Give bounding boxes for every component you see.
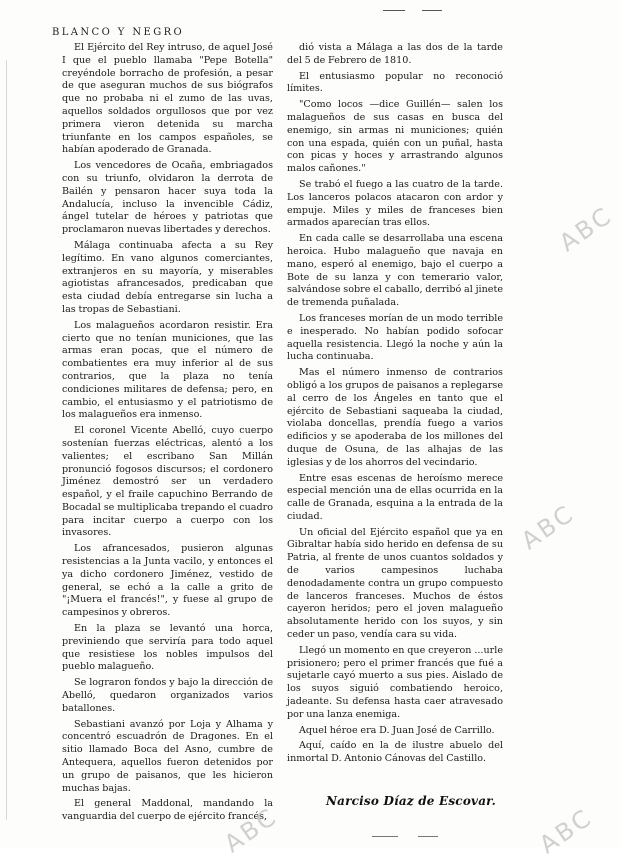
paragraph: Sebastiani avanzó por Loja y Alhama y concentró escuadrón de Dragones. En el sitio llamado Boca del Asno, cumbre de Antequera, aquellos fueron detenidos por un grupo de paisanos, que les hicieron muchas bajas. <box>62 718 273 794</box>
article-right-column <box>287 42 503 769</box>
paragraph: Llegó un momento en que creyeron ...urle prisionero; pero el primer francés que fué a sujetarle cayó muerto a sus pies. Aislado de los suyos siguió combatiendo heroico, jadeante. Su defensa hasta caer atravesado por una lanza enemiga. <box>287 644 503 720</box>
abc-watermark: ABC <box>534 802 598 859</box>
paragraph: Se trabó el fuego a las cuatro de la tarde. Los lanceros polacos atacaron con ardor y empuje. Miles y miles de franceses bien armados aparecían tras ellos. <box>287 178 503 229</box>
paragraph: El Ejército del Rey intruso, de aquel José I que el pueblo llamaba "Pepe Botella" creyéndole borracho de profesión, a pesar de que aseguran muchos de sus biógrafos que no probaba ni el zumo de las uvas, aquellos soldados orgullosos que por vez primera vieron detenida su marcha triunfante en los campos españoles, se habían apoderado de Granada. <box>62 42 273 156</box>
paragraph: Los vencedores de Ocaña, embriagados con su triunfo, olvidaron la derrota de Bailén y pensaron hacer suya toda la Andalucía, incluso la invencible Cádiz, ángel tutelar de héroes y patriotas que proclamaron nuevas libertades y derechos. <box>62 160 273 236</box>
abc-watermark: ABC <box>516 498 580 556</box>
paragraph: Un oficial del Ejército español que ya en Gibraltar había sido herido en defensa de su Patria, al frente de unos cuantos soldados y de varios campesinos luchaba denodadamente contra un grupo compuesto de lanceros franceses. Muchos de éstos cayeron heridos; pero el joven malagueño absolutamente herido con los suyos, y sin ceder un paso, vendía cara su vida. <box>287 526 503 641</box>
paragraph: Málaga continuaba afecta a su Rey legítimo. En vano algunos comerciantes, extranjeros en su mayoría, y miserables agiotistas afrancesados, predicaban que esta ciudad debía entregarse sin lucha a las tropas de Sebastiani. <box>62 239 273 315</box>
paragraph: "Como locos —dice Guillén— salen los malagueños de sus casas en busca del enemigo, sin armas ni municiones; quién con una espada, quién con un puñal, hasta con picas y hoces y arrastrando algunos malos cañones." <box>287 99 503 175</box>
paragraph: Los malagueños acordaron resistir. Era cierto que no tenían municiones, que las armas eran pocas, que el número de combatientes era muy inferior al de sus contrarios, que la plaza no tenía condiciones militares de defensa; pero, en cambio, el entusiasmo y el patriotismo de los malagueños era inmenso. <box>62 319 273 421</box>
bottom-rule <box>372 836 398 837</box>
paragraph: dió vista a Málaga a las dos de la tarde del 5 de Febrero de 1810. <box>287 42 503 66</box>
paragraph: Aquel héroe era D. Juan José de Carrillo. <box>299 724 495 736</box>
abc-watermark: ABC <box>219 801 283 859</box>
paragraph: El coronel Vicente Abelló, cuyo cuerpo sostenían fuerzas eléctricas, alentó a los valientes; el escribano San Millán pronunció fogosos discursos; el cordonero Jiménez demostró ser un verdadero español, y el fraile capuchino Berrando de Bocadal se multiplicaba trepando el cuadro para incitar cuerpo a cuerpo con los invasores. <box>62 425 273 539</box>
paragraph: El general Maddonal, mandando la vanguardia del cuerpo de ejército francés, <box>62 798 273 823</box>
paragraph: El entusiasmo popular no reconoció límites. <box>287 70 503 95</box>
paragraph: Mas el número inmenso de contrarios obligó a los grupos de paisanos a replegarse al cerro de los Ángeles en tanto que el ejército de Sebastiani saqueaba la ciudad, violaba doncellas, prendía fuego a varios edificios y se apoderaba de los millones del duque de Osuna, de las alhajas de las iglesias y de los ahorros del vecindario. <box>287 367 503 468</box>
top-rule-right <box>422 10 442 11</box>
paragraph: Los franceses morían de un modo terrible e inesperado. No habían podido sofocar aquella resistencia. Llegó la noche y aún la lucha continuaba. <box>287 312 503 363</box>
paragraph: En la plaza se levantó una horca, previniendo que serviría para todo aquel que resistiese los nobles impulsos del pueblo malagueño. <box>62 623 273 673</box>
paragraph: Se lograron fondos y bajo la dirección de Abelló, quedaron organizados varios batallones. <box>62 677 273 714</box>
paragraph: Los afrancesados, pusieron algunas resistencias a la Junta vacilo, y entonces el ya dicho cordonero Jiménez, vestido de general, se echó a la calle a grito de "¡Muera el francés!", y fuese al grupo de campesinos y obreros. <box>62 543 273 619</box>
paragraph: Entre esas escenas de heroísmo merece especial mención una de ellas ocurrida en la calle de Granada, esquina a la entrada de la ciudad. <box>287 472 503 522</box>
scan-edge-line <box>6 60 7 820</box>
bottom-rule <box>418 836 438 837</box>
paragraph: En cada calle se desarrollaba una escena heroica. Hubo malagueño que navaja en mano, esperó al enemigo, bajo el cuerpo a Bote de su lanza y con temerario valor, salvándose sobre el caballo, derribó al jinete de tremenda puñalada. <box>287 233 504 309</box>
page-header: BLANCO Y NEGRO <box>52 27 185 38</box>
article-left-column <box>62 42 273 827</box>
paragraph: Aquí, caído en la de ilustre abuelo del inmortal D. Antonio Cánovas del Castillo. <box>287 740 503 765</box>
top-rule-left <box>383 10 405 11</box>
abc-watermark: ABC <box>554 200 618 258</box>
author-signature: Narciso Díaz de Escovar. <box>326 794 496 808</box>
